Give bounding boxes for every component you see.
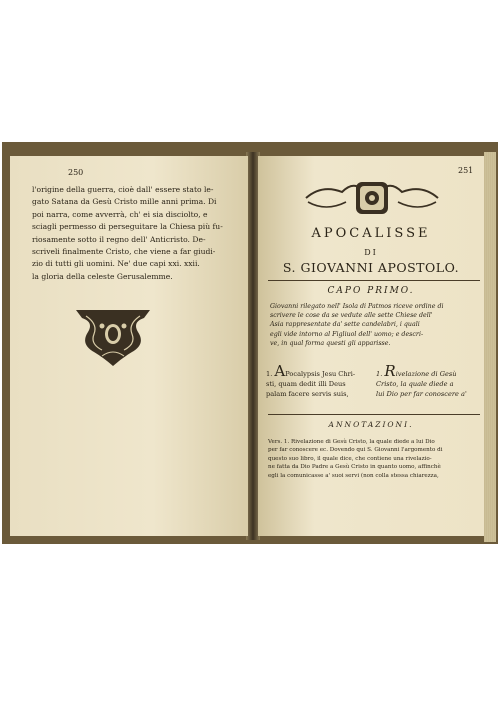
annotation-line: per far conoscere ec. Dovendo qui S. Giovanni l'argomento di: [268, 447, 443, 454]
summary-line: Asia rappresentate da' sette candelabri, i quali: [270, 321, 420, 329]
headpiece-vignette-icon: [302, 178, 442, 218]
text-line: la gloria della celeste Gerusalemme.: [32, 271, 173, 281]
annotations-heading: ANNOTAZIONI.: [328, 420, 414, 429]
chapter-heading: CAPO PRIMO.: [327, 286, 415, 296]
text-line: riosamente sotto il regno dell' Anticristo. De-: [32, 234, 206, 244]
annotation-line: egli la comunicasse a' suoi servi (non colla stessa chiarezza,: [268, 472, 439, 479]
verse-line: palam facere servis suis,: [266, 390, 349, 398]
verse-line: Pocalypsis Jesu Chri-: [285, 370, 356, 378]
text-line: gato Satana da Gesù Cristo mille anni prima. Di: [32, 197, 217, 207]
page-number-right: 251: [458, 166, 474, 175]
right-page: [258, 156, 484, 536]
text-line: scriveli finalmente Cristo, che viene a far giudi-: [32, 247, 216, 257]
tailpiece-ornament-icon: [72, 304, 154, 370]
text-line: l'origine della guerra, cioè dall' essere stato le-: [32, 185, 214, 194]
verse-line: Cristo, la quale diede a: [376, 380, 454, 388]
book-subtitle: S. GIOVANNI APOSTOLO.: [282, 260, 460, 275]
summary-line: ve, in qual forma questi gli apparisse.: [270, 339, 391, 347]
left-page-text: [32, 184, 242, 283]
summary-line: scrivere le cose da se vedute alle sette Chiese dell': [270, 312, 433, 320]
annotation-line: ne fatta da Dio Padre a Gesù Cristo in quanto uomo, affinchè: [268, 464, 441, 471]
page-edges: [484, 152, 496, 542]
title-rule: [268, 280, 480, 281]
text-line: poi narra, come avverrà, ch' ei sia disciolto, e: [32, 209, 208, 219]
dropcap-letter: R: [384, 362, 396, 380]
open-book: [2, 142, 498, 544]
verse-number: 1.: [376, 370, 383, 378]
verse-first-line: [266, 362, 368, 380]
latin-verse: [266, 362, 368, 399]
verse-line: sti, quam dedit illi Deus: [266, 380, 346, 388]
summary-line: Giovanni rilegato nell' Isola di Patmos riceve ordine di: [270, 303, 444, 310]
summary-line: egli vide intorno al Figliuol dell' uomo; e descri-: [270, 330, 424, 338]
text-line: sciagli permesso di perseguitare la Chiesa più fu-: [32, 222, 223, 232]
chapter-summary: [270, 302, 480, 348]
italian-verse: [376, 362, 478, 399]
text-line: zio di tutti gli uomini. Ne' due capi xxi. xxii.: [32, 259, 200, 269]
book-title: APOCALISSE: [311, 226, 431, 241]
page-number-left: 250: [68, 168, 84, 177]
annotation-line: Vers. 1. Rivelazione di Gesù Cristo, la quale diede a lui Dio: [268, 439, 435, 445]
left-page: [10, 156, 248, 536]
annotations-text: [268, 438, 480, 480]
verse-first-line: [376, 362, 478, 380]
title-di: DI: [364, 248, 378, 257]
verse-number: 1.: [266, 370, 273, 378]
dropcap-letter: A: [274, 362, 286, 380]
annotation-line: questo suo libro, il quale dice, che contiene una rivelazio-: [268, 455, 432, 462]
annotations-rule: [268, 414, 480, 415]
verse-line: ivelazione di Gesù: [395, 370, 457, 378]
verse-line: lui Dio per far conoscere a': [376, 390, 467, 398]
